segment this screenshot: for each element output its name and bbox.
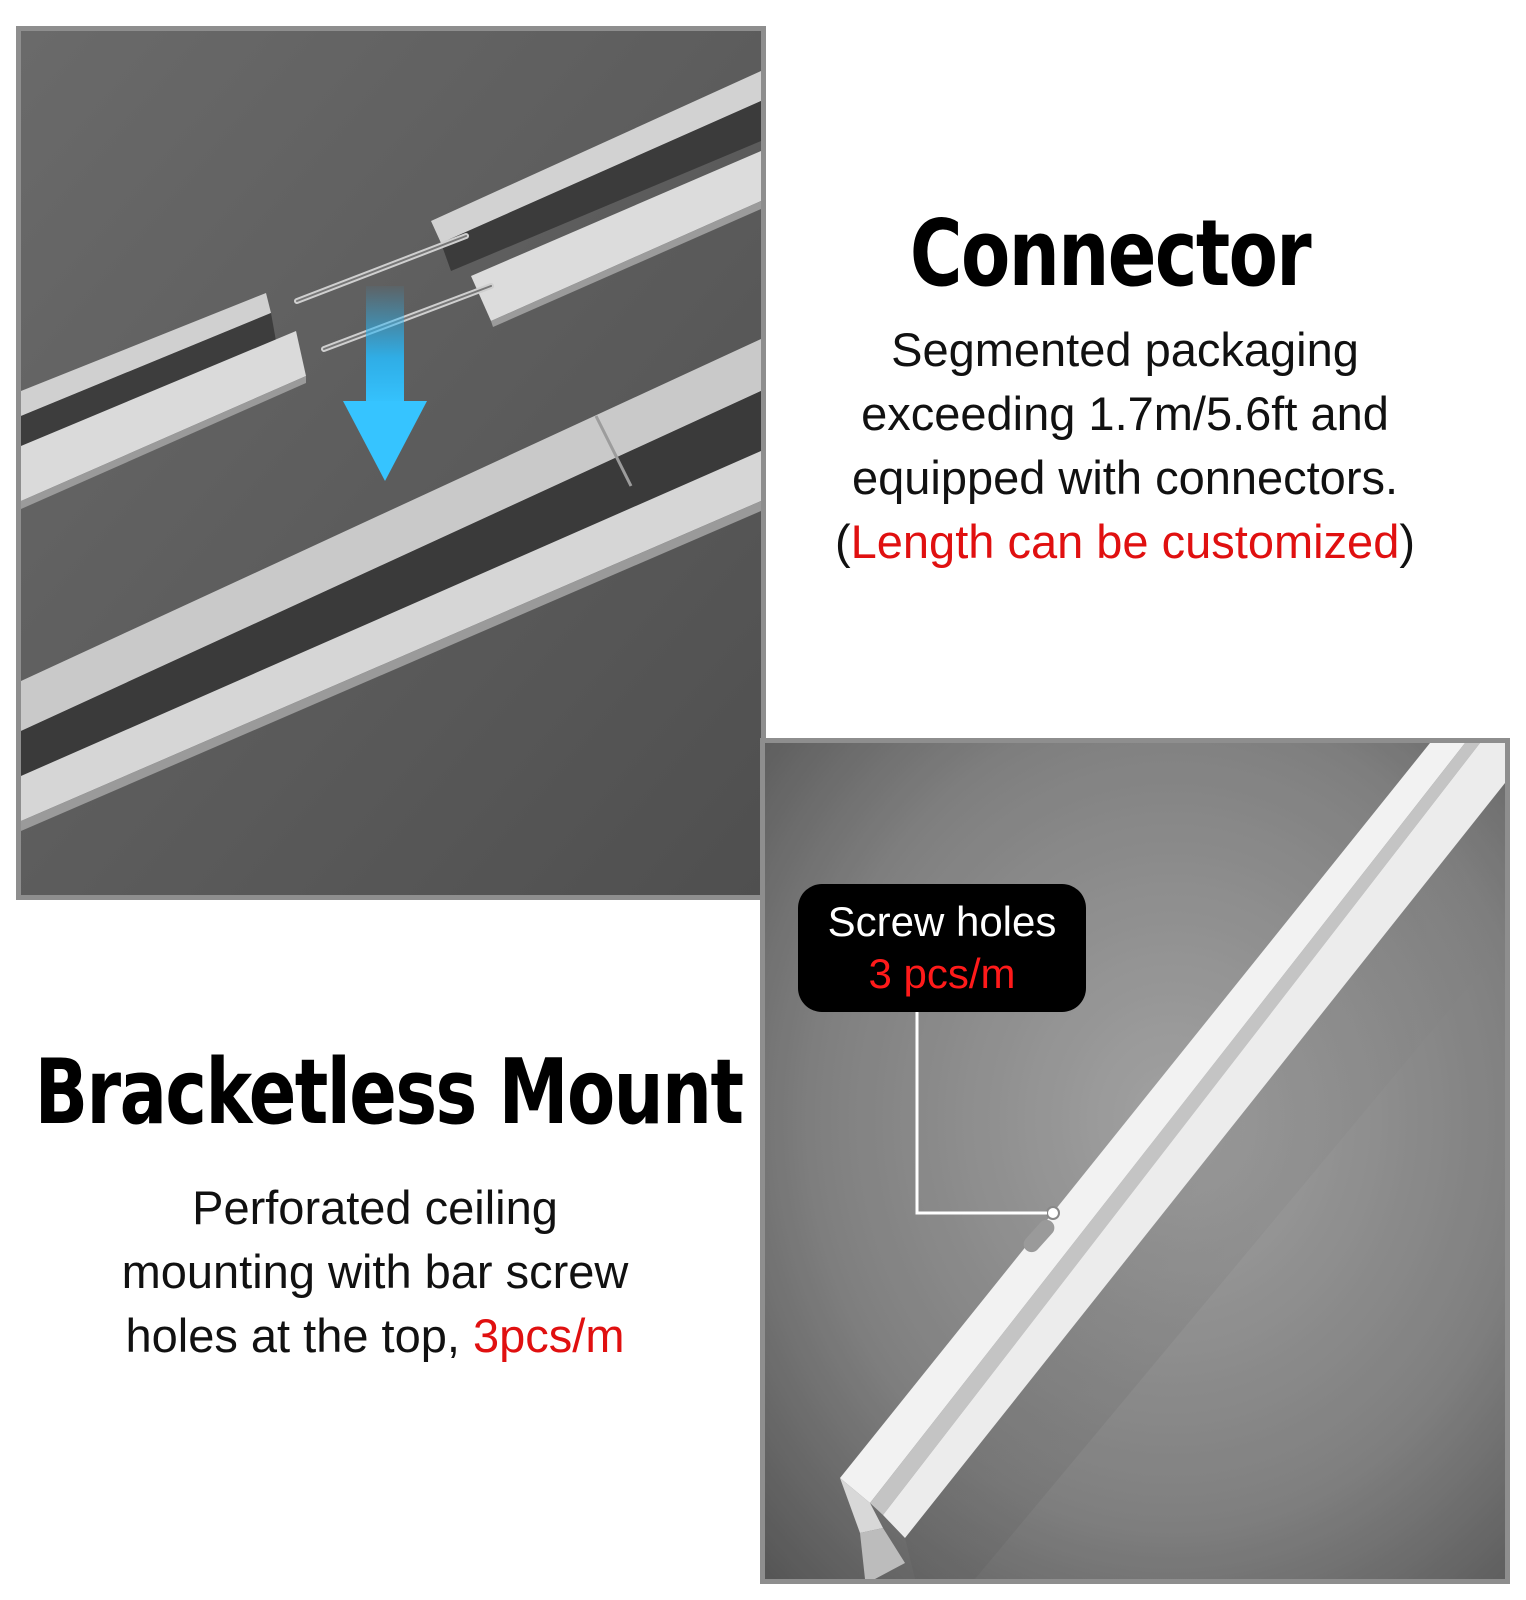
connector-desc-line-3: equipped with connectors. [851, 451, 1399, 504]
connector-highlight: Length can be customized [850, 515, 1400, 568]
mount-photo [760, 738, 1510, 1584]
connector-desc-line-2: exceeding 1.7m/5.6ft and [861, 387, 1389, 440]
callout-value: 3 pcs/m [868, 950, 1016, 997]
mount-title: Bracketless Mount [34, 1040, 743, 1145]
mount-description [30, 1176, 720, 1368]
mount-illustration [765, 743, 1505, 1579]
connector-paren-open: ( [834, 515, 851, 568]
screw-holes-callout [798, 884, 1086, 1012]
connector-title: Connector [909, 200, 1311, 307]
mount-desc-line-2: mounting with bar screw [121, 1245, 629, 1298]
mount-highlight: 3pcs/m [473, 1309, 625, 1362]
connector-description [780, 318, 1470, 574]
mount-desc-line-3: holes at the top, [125, 1309, 474, 1362]
connector-photo [16, 26, 766, 900]
connector-desc-line-1: Segmented packaging [891, 323, 1359, 376]
connector-paren-close: ) [1399, 515, 1415, 568]
connector-illustration [21, 31, 761, 895]
callout-label: Screw holes [827, 898, 1057, 945]
mount-desc-line-1: Perforated ceiling [192, 1181, 558, 1234]
